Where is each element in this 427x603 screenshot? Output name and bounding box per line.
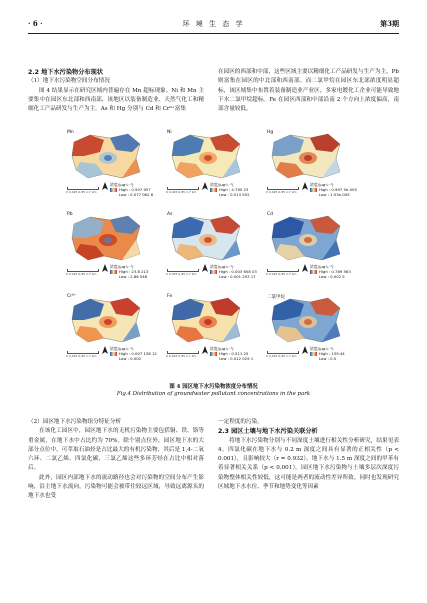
north-arrow-icon [302, 346, 308, 356]
scale-label: 0 0.425 0.85 1.7 km [166, 354, 197, 358]
map-panel-6 [266, 212, 362, 292]
journal-title: 环 境 生 态 学 [182, 20, 245, 28]
right-column-bottom [218, 418, 399, 492]
scale-label: 0 0.425 0.85 1.7 km [266, 354, 297, 358]
section-heading: 2.3 园区土壤与地下水污染关联分析 [218, 428, 318, 436]
legend-low: Low : 0.001 293 17 [219, 274, 256, 279]
legend-title: 浓度/(μg·L⁻¹) [110, 346, 134, 351]
element-label: 二氯甲烷 [267, 295, 285, 300]
legend-title: 浓度/(μg·L⁻¹) [210, 264, 234, 269]
element-label: Fe [167, 294, 173, 299]
legend-high: High : 0.511 25 [219, 351, 249, 356]
legend-high: High : 0.507 957 [119, 187, 151, 192]
header-rule [28, 33, 399, 34]
element-label: Mn [67, 130, 74, 135]
scale-label: 0 0.425 0.85 1.7 km [266, 272, 297, 276]
element-label: Cd [267, 212, 273, 217]
map-panel-7 [66, 294, 162, 374]
figure-caption-zh: 图 4 园区地下水污染物浓度分布情况 [169, 384, 258, 390]
scale-label: 0 0.425 0.85 1.7 km [166, 272, 197, 276]
legend-title: 浓度/(μg·L⁻¹) [310, 182, 334, 187]
issue-number: 第3期 [380, 19, 399, 28]
paragraph: 一定程度的污染。 [218, 419, 263, 425]
figure-4-maps [66, 130, 362, 376]
paragraph: 在该化工园区中，园区地下水的无机污染物主要包括铜、铁、铬等重金属，在地下水中占比约为 70%。除个别点位外，园区地下水的大部分点位中，可萃取石油烃是占比最大的有机污染物，其后是 1,4-二氧六环、二氯乙烯、四氯化碳、三氯乙烯这些多环芳烃在占比中相对落后。 [28, 428, 204, 472]
element-label: Ni [167, 130, 172, 135]
legend-high: High : 0.997 5e-005 [319, 187, 357, 192]
paragraph: 在园区的西部和中部，这些区域主要以精细化工产品研发与生产为主。Pb 则富集在园区的中北部和西南部。而二氯甲烷在园区东北部浓度明显超标，该区域集中布置着装备制造业产业区，多家电镀化工企业可能导致地下水二氯甲烷超标。Fe 在园区西部和中部沿南 2 个方向上浓度偏高，南部含量较低。 [218, 69, 399, 113]
legend-low: Low : 0.5 [319, 356, 337, 361]
legend-high: High : 4.790 23 [219, 187, 249, 192]
scale-label: 0 0.425 0.85 1.7 km [66, 272, 97, 276]
paragraph: 此外，园区内部地下水的流动路径也会对污染物的空间分布产生影响，沿主地下水流向，污染物可能会被带往较远区域，导致远离源头的地下水也受 [28, 474, 204, 500]
concentration-map [270, 214, 342, 262]
subsection-heading: （1）地下水污染物空间分布情况 [28, 78, 110, 85]
north-arrow-icon [102, 346, 108, 356]
north-arrow-icon [202, 264, 208, 274]
legend-high: High : 0.789 563 [319, 269, 351, 274]
legend [310, 346, 345, 361]
concentration-map [70, 296, 142, 344]
legend [110, 346, 157, 361]
legend-low: Low : 0.002 5 [319, 274, 345, 279]
legend [210, 346, 253, 361]
legend-low: Low : 0.012 029 1 [219, 356, 254, 361]
legend-low: Low : 0.002 [119, 356, 142, 361]
legend-low: Low : 0.077 062 8 [119, 192, 154, 197]
concentration-map [270, 296, 342, 344]
legend-title: 浓度/(μg·L⁻¹) [210, 182, 234, 187]
concentration-map [170, 296, 242, 344]
legend-high: High : 0.003 658 03 [219, 269, 257, 274]
left-column-top [28, 68, 204, 114]
concentration-map [270, 132, 342, 180]
element-label: Hg [267, 130, 274, 135]
map-panel-8 [166, 294, 262, 374]
element-label: As [167, 212, 173, 217]
left-column-bottom [28, 418, 204, 502]
scale-label: 0 0.425 0.85 1.7 km [66, 354, 97, 358]
legend [110, 264, 148, 279]
legend [310, 182, 357, 197]
legend-low: Low : 1.53e-005 [319, 192, 350, 197]
map-panel-5 [166, 212, 262, 292]
legend-high: High : 0.007 138 12 [119, 351, 157, 356]
map-panel-4 [66, 212, 162, 292]
legend-title: 浓度/(μg·L⁻¹) [110, 264, 134, 269]
legend-title: 浓度/(μg·L⁻¹) [310, 264, 334, 269]
legend-low: Low : 2.86 048 [119, 274, 148, 279]
legend [210, 182, 250, 197]
legend-low: Low : 0.513 552 [219, 192, 250, 197]
legend [210, 264, 257, 279]
concentration-map [70, 132, 142, 180]
north-arrow-icon [302, 264, 308, 274]
north-arrow-icon [102, 264, 108, 274]
scale-label: 0 0.425 0.85 1.7 km [166, 190, 197, 194]
north-arrow-icon [102, 182, 108, 192]
legend [310, 264, 351, 279]
map-panel-9 [266, 294, 362, 374]
north-arrow-icon [202, 346, 208, 356]
subsection-heading: （2）园区地下水污染物组分特征分析 [28, 419, 122, 425]
legend [110, 182, 153, 197]
element-label: Cr⁶⁺ [67, 294, 77, 299]
paragraph: 将地下水污染物分别与不同深度土壤进行相关性分析研究，结果见表 4。四氯化碳在地下水与 0.2 m 深度之间具有显著的正相关性（p < 0.001），且影响较大（r = 0.932）。地下水与 1.5 m 深度之间的甲苯有着显著相关关系（p < 0.001）。园区地下水污染物与土壤多层次深度污染物整体相关性较低，这可能是两者的流动性差异所致。同时也发现研究区域地下水水位、季节和地势变化等因素 [218, 437, 399, 491]
legend-title: 浓度/(μg·L⁻¹) [310, 346, 334, 351]
map-panel-3 [266, 130, 362, 210]
figure-caption-en: Fig.4 Distribution of groundwater pollutant concentrations in the park [116, 391, 311, 397]
north-arrow-icon [302, 182, 308, 192]
element-label: Pb [67, 212, 73, 217]
legend-high: High : 159.44 [319, 351, 345, 356]
concentration-map [170, 132, 242, 180]
scale-label: 0 0.425 0.85 1.7 km [266, 190, 297, 194]
legend-title: 浓度/(μg·L⁻¹) [110, 182, 134, 187]
concentration-map [170, 214, 242, 262]
map-panel-2 [166, 130, 262, 210]
map-panel-1 [66, 130, 162, 210]
paragraph: 图 4 结果显示在研究区域内普遍存在 Mn 超标现象。Ni 和 Mn 主要集中在园区东北部和西南部，该地区以装备制造业、天然气化工和精细化工产品研发与生产为主。As 和 Hg 分别与 Cd 和 Cr⁶⁺富集 [28, 87, 204, 113]
north-arrow-icon [202, 182, 208, 192]
page-number: · 6 · [28, 19, 43, 28]
section-heading: 2.2 地下水污染物分布现状 [28, 69, 103, 76]
right-column-top [218, 68, 399, 114]
running-header [28, 19, 399, 31]
scale-label: 0 0.425 0.85 1.7 km [66, 190, 97, 194]
legend-high: High : 23.8 213 [119, 269, 149, 274]
concentration-map [70, 214, 142, 262]
legend-title: 浓度/(μg·L⁻¹) [210, 346, 234, 351]
